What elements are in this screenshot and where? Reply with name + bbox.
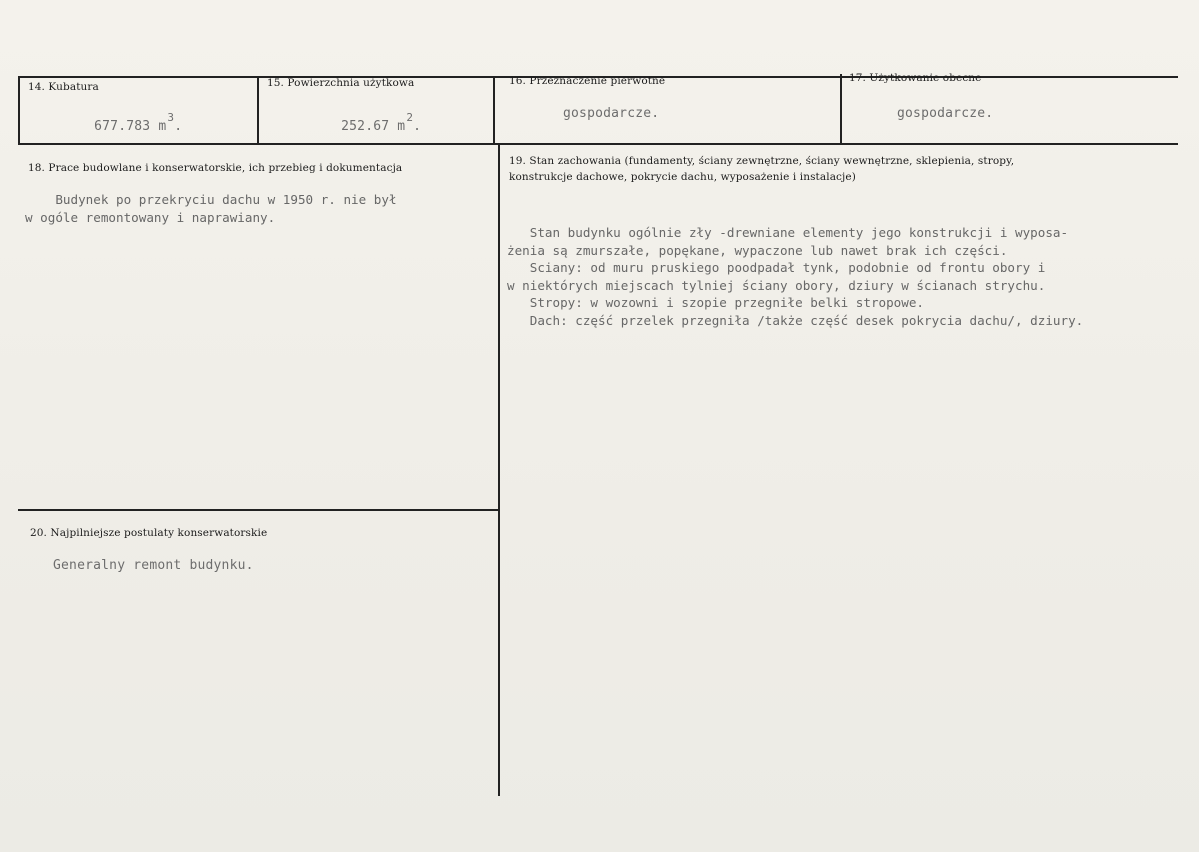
uzytkowanie-value: gospodarcze.: [897, 106, 994, 121]
prace-text: [25, 191, 397, 226]
stan-label-line-1: 19. Stan zachowania (fundamenty, ściany zewnętrzne, ściany wewnętrzne, sklepienia, stropy,: [509, 155, 1015, 167]
stan-label-line-2: konstrukcje dachowe, pokrycie dachu, wyposażenie i instalacje): [509, 171, 856, 183]
przeznaczenie-value: gospodarcze.: [563, 106, 660, 121]
powierzchnia-number: 252.67 m: [341, 119, 406, 134]
postulaty-label: 20. Najpilniejsze postulaty konserwatorskie: [30, 527, 268, 539]
prace-line-2: w ogóle remontowany i naprawiany.: [25, 209, 276, 225]
prace-line-1: Budynek po przekryciu dachu w 1950 r. nie był: [25, 192, 397, 207]
powierzchnia-label: 15. Powierzchnia użytkowa: [267, 77, 415, 89]
powierzchnia-tail: .: [413, 119, 422, 134]
uzytkowanie-label: 17. Użytkowanie obecne: [849, 72, 982, 84]
left-border: [18, 76, 20, 144]
stan-line-2: żenia są zmurszałe, popękane, wypaczone lub nawet brak ich części.: [507, 242, 1008, 258]
kubatura-value: [62, 104, 182, 149]
divider-16-17: [840, 74, 842, 144]
kubatura-tail: .: [174, 119, 183, 134]
prace-label: 18. Prace budowlane i konserwatorskie, ich przebieg i dokumentacja: [28, 162, 403, 174]
main-vertical-divider: [498, 144, 500, 796]
stan-text: [507, 224, 1083, 329]
stan-line-1: Stan budynku ogólnie zły -drewniane elementy jego konstrukcji i wyposa-: [507, 225, 1069, 240]
section-18-bottom-rule: [18, 509, 499, 511]
stan-line-4: w niektórych miejscach tylniej ściany obory, dziury w ścianach strychu.: [507, 277, 1046, 293]
stan-line-3: Sciany: od muru pruskiego poodpadał tynk, podobnie od frontu obory i: [507, 260, 1046, 275]
powierzchnia-value: [309, 104, 421, 149]
stan-line-5: Stropy: w wozowni i szopie przegniłe belki stropowe.: [507, 295, 925, 310]
row1-bottom-rule: [18, 143, 1178, 145]
kubatura-exponent: 3: [167, 111, 175, 124]
postulaty-value: Generalny remont budynku.: [53, 558, 254, 573]
przeznaczenie-label: 16. Przeznaczenie pierwotne: [509, 75, 666, 87]
divider-14-15: [257, 76, 259, 144]
stan-line-6: Dach: część przelek przegniła /także część desek pokrycia dachu/, dziury.: [507, 312, 1084, 328]
powierzchnia-exponent: 2: [406, 111, 414, 124]
kubatura-label: 14. Kubatura: [28, 81, 99, 93]
divider-15-16: [493, 76, 495, 144]
kubatura-number: 677.783 m: [94, 119, 167, 134]
